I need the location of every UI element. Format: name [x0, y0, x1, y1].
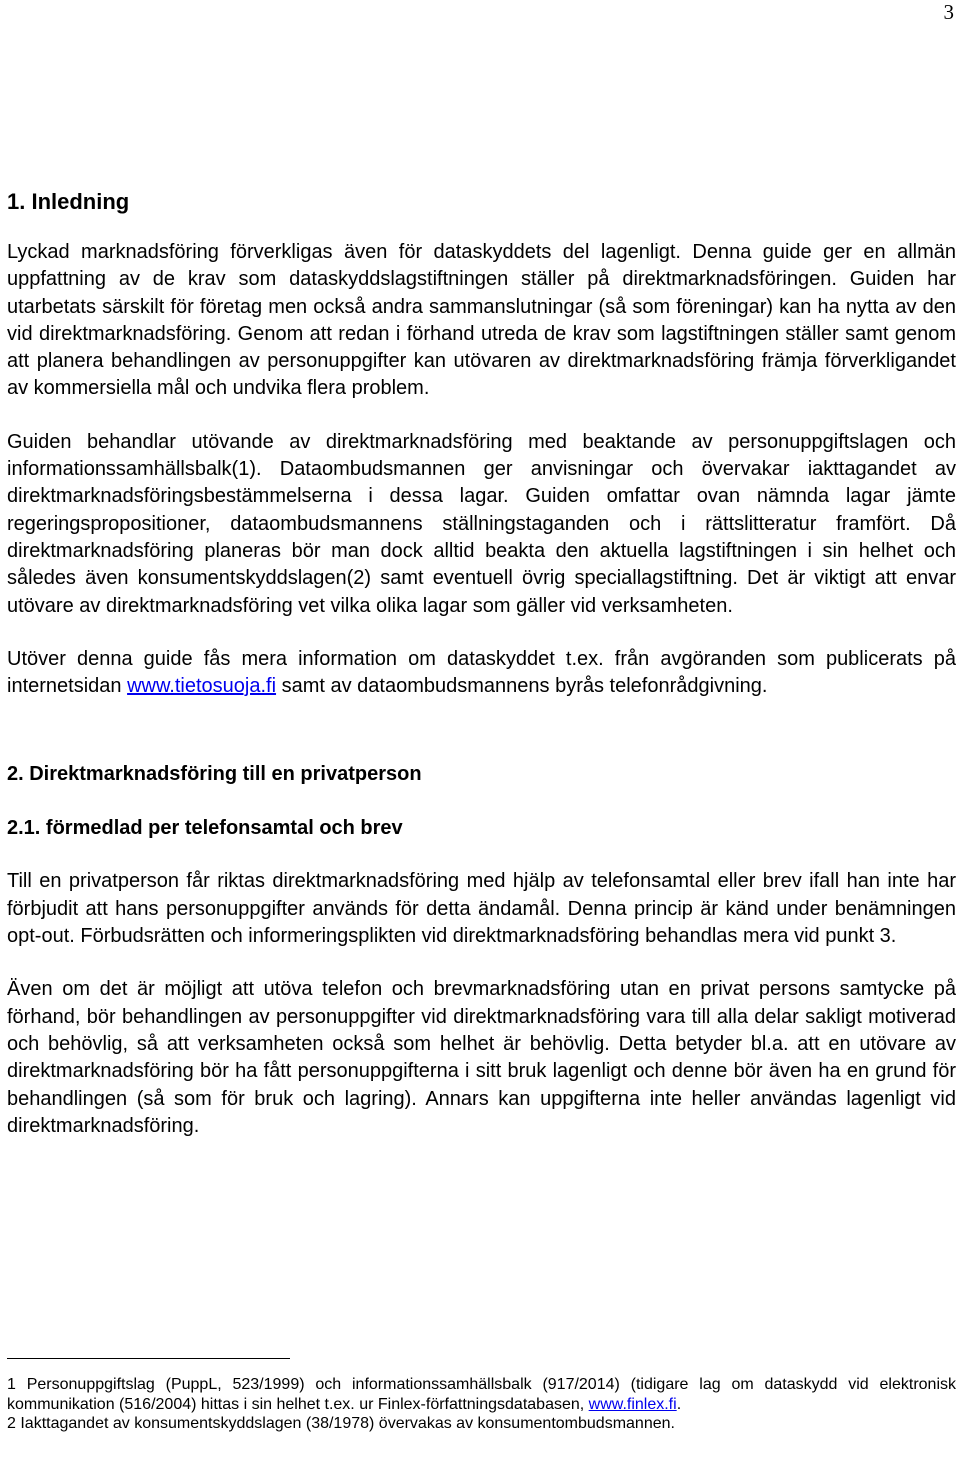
- subsection-heading-telefonsamtal-brev: 2.1. förmedlad per telefonsamtal och brev: [7, 817, 403, 840]
- paragraph-text: samt av dataombudsmannens byrås telefonrådgivning.: [276, 675, 768, 698]
- finlex-link[interactable]: www.finlex.fi: [588, 1395, 677, 1413]
- footnote-divider: [7, 1358, 290, 1359]
- paragraph: Guiden behandlar utövande av direktmarknadsföring med beaktande av personuppgiftslagen och informationssamhällsbalk(1). Dataombudsmannen ger anvisningar och övervakar iakttagandet av direktmarknadsföringsbestämmelserna i dessa lagar. Guiden omfattar ovan nämnda lagar jämte regeringspropositioner, dataombudsmannens ställningstaganden och i rättslitteratur framfört. Då direktmarknadsföring planeras bör man dock alltid beakta den aktuella lagstiftningen i sin helhet och således även konsumentskyddslagen(2) samt eventuell övrig speciallagstiftning. Det är viktigt att envar utövare av direktmarknadsföring vet vilka olika lagar som gäller vid verksamheten.: [7, 430, 956, 617]
- paragraph: Till en privatperson får riktas direktmarknadsföring med hjälp av telefonsamtal eller brev ifall han inte har förbjudit att hans personuppgifter används för detta ändamål. Denna princip är känd under benämningen opt-out. Förbudsrätten och informeringsplikten vid direktmarknadsföring behandlas mera vid punkt 3.: [7, 870, 956, 948]
- paragraph: Även om det är möjligt att utöva telefon och brevmarknadsföring utan en privat persons samtycke på förhand, bör behandlingen av personuppgifter vid direktmarknadsföring vara till alla delar sakligt motiverad och behövlig, så att verksamheten också som helhet är behövlig. Detta betyder bl.a. att en utövare av direktmarknadsföring bör ha fått personuppgifterna i sitt bruk lagenligt och denne bör även ha en grund för behandlingen (så som för bruk och lagring). Annars kan uppgifterna inte heller användas lagenligt vid direktmarknadsföring.: [7, 978, 956, 1137]
- section-heading-inledning: 1. Inledning: [7, 189, 130, 214]
- paragraph-text: Utöver denna guide fås mera information om dataskyddet t.ex. från avgöranden som publicerats på internetsidan: [7, 647, 956, 698]
- section-heading-direktmarknadsforing: 2. Direktmarknadsföring till en privatperson: [7, 763, 422, 786]
- footnote-text: .: [676, 1395, 682, 1413]
- page-number: 3: [943, 0, 954, 24]
- document-body: [7, 187, 956, 1140]
- footnotes: [7, 1358, 956, 1434]
- footnote-text: 1 Personuppgiftslag (PuppL, 523/1999) och informationssamhällsbalk (917/2014) (tidigare lag om dataskydd vid elektronisk kommunikation (516/2004) hittas i sin helhet t.ex. ur Finlex-författningsdatabasen,: [7, 1376, 956, 1413]
- footnote-1: [7, 1375, 956, 1414]
- paragraph: Lyckad marknadsföring förverkligas även för dataskyddets del lagenligt. Denna guide ger en allmän uppfattning av de krav som dataskyddslagstiftningen ställer på direktmarknadsföringen. Guiden har utarbetats särskilt för företag men också andra sammanslutningar (så som föreningar) kan ha nytta av den vid direktmarknadsföring. Genom att redan i förhand utreda de krav som lagstiftningen ställer samt genom att planera behandlingen av personuppgifter kan utövaren av direktmarknadsföring främja förverkligandet av kommersiella mål och undvika flera problem.: [7, 241, 956, 400]
- tietosuoja-link[interactable]: www.tietosuoja.fi: [127, 675, 277, 698]
- paragraph-with-link: [7, 646, 956, 701]
- footnote-2: 2 Iakttagandet av konsumentskyddslagen (38/1978) övervakas av konsumentombudsmannen.: [7, 1415, 675, 1433]
